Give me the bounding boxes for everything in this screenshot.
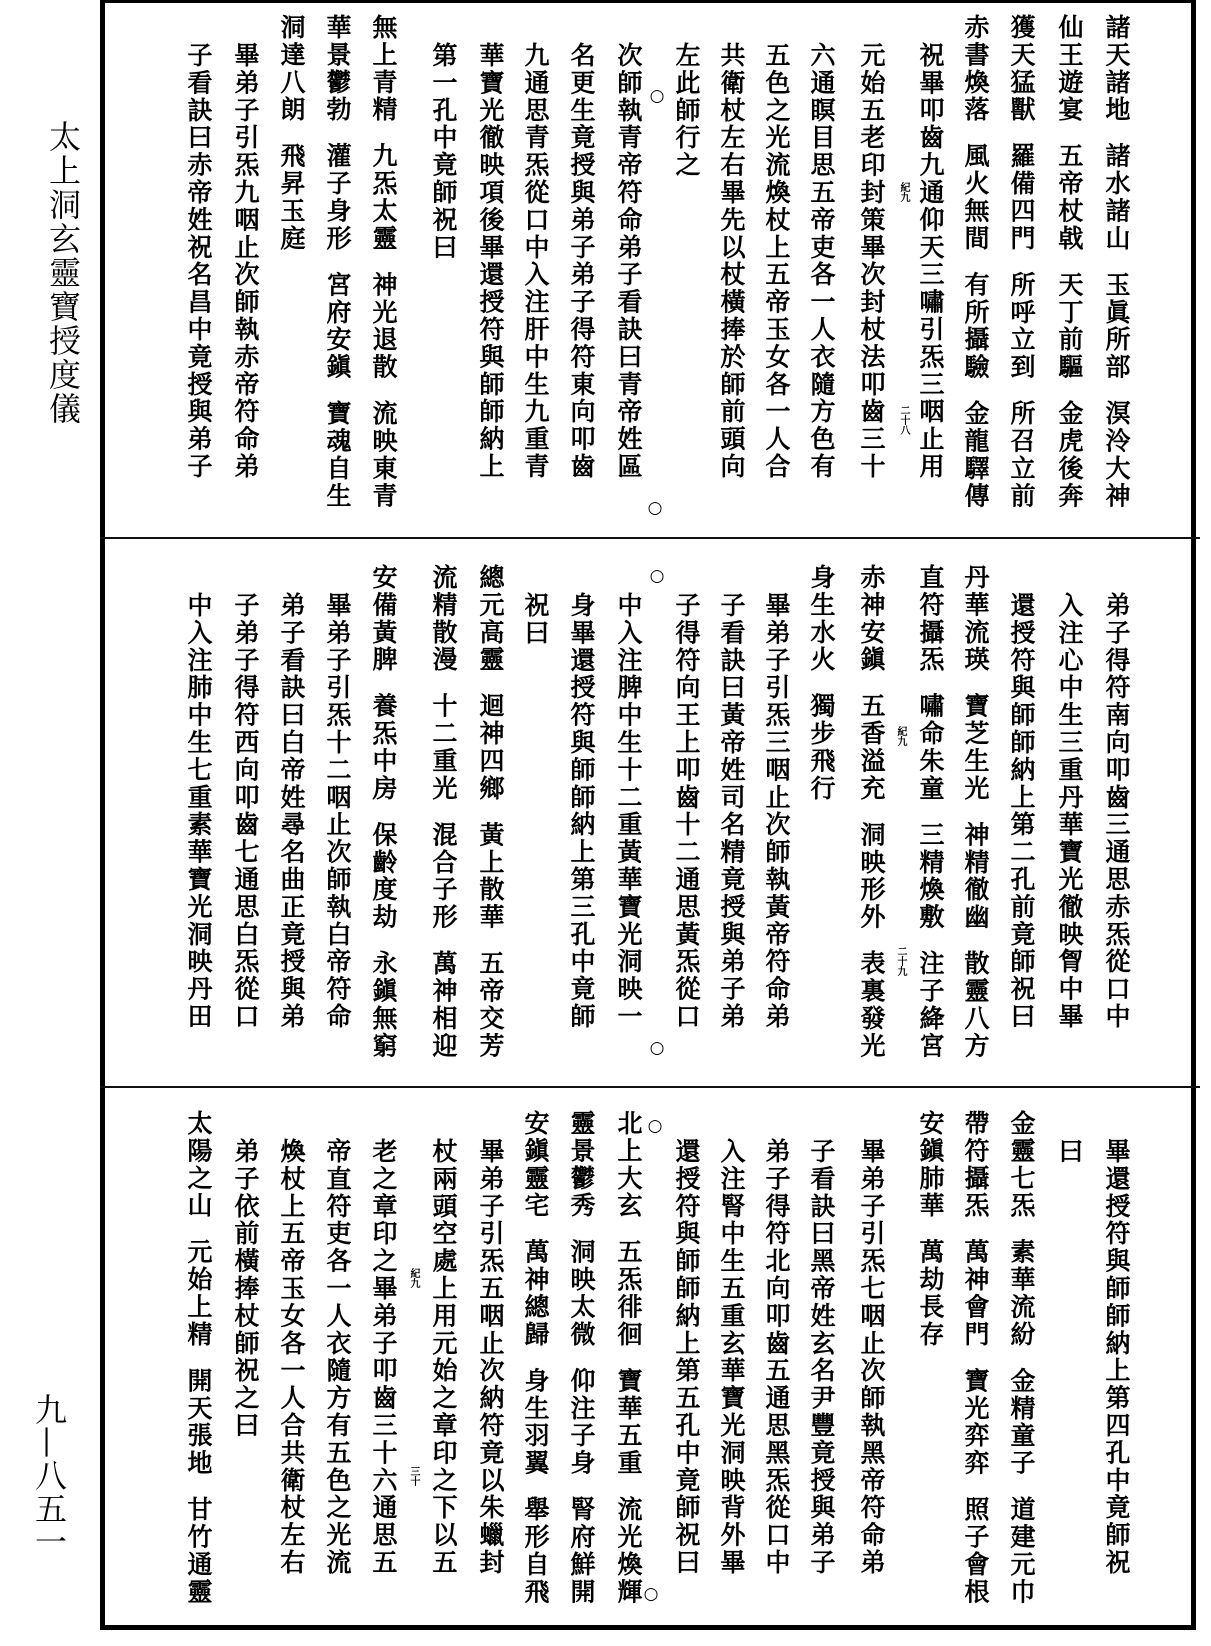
circle-marker-icon: ○ [649,1038,665,1058]
bottom-register-column: 弟子得符北向叩齒五通思黑炁從口中 [762,1138,791,1577]
folio-annotation: 紀九 [895,726,906,746]
register-divider-lower [100,1086,1200,1088]
bottom-register-column: 還授符與師師納上第五孔中竟師祝曰 [672,1138,701,1577]
middle-register-column: 入注心中生三重丹華寶光徹映胷中畢 [1055,592,1084,1031]
top-register-column: 無上青精 九炁太靈 神光退散 流映東青 [369,14,398,510]
top-register-column: 華景鬱勃 灌子身形 宮府安鎭 寶魂自生 [323,14,352,510]
middle-register-column: 弟子看訣曰白帝姓尋名曲正竟授與弟 [277,592,306,1031]
bottom-register-column: 帶符攝炁 萬神會門 寶光弈弈 照子會根 [961,1110,990,1606]
middle-register-column: 中入注脾中生十二重黃華寶光洞映一 [614,592,643,1031]
middle-register-column: 畢弟子引炁十二咽止次師執白帝符命 [323,592,352,1031]
folio-annotation: 紀九 [898,182,909,202]
middle-register-column: 丹華流瑛 寶芝生光 神精徹幽 散靈八方 [961,564,990,1060]
top-register-column: 子看訣曰赤帝姓祝名昌中竟授與弟子 [184,42,213,481]
middle-register-column: 子弟子得符西向叩齒七通思白炁從口 [231,592,260,1031]
top-register-column: 九通思青炁從口中入注肝中生九重青 [521,42,550,481]
top-register-column: 獲天猛獸 羅備四門 所呼立到 所召立前 [1007,14,1036,510]
top-register-column: 祝畢叩齒九通仰天三嘯引炁三咽止用 [916,42,945,481]
folio-annotation: 二十九 [895,946,906,976]
top-register-column: 五色之光流煥杖上五帝玉女各一人合 [762,42,791,481]
middle-register-column: 弟子得符南向叩齒三通思赤炁從口中 [1102,592,1131,1031]
top-register-column: 共衛杖左右畢先以杖橫捧於師前頭向 [717,42,746,481]
top-register-column: 諸天諸地 諸水諸山 玉眞所部 溟泠大神 [1102,14,1131,510]
circle-marker-icon: ○ [649,566,665,586]
page-number: 九—八五一 [30,1393,68,1558]
bottom-register-column: 老之章印之畢弟子叩齒三十六通思五 [369,1138,398,1577]
bottom-register-column: 帝直符吏各一人衣隨方有五色之光流 [323,1138,352,1577]
circle-marker-icon: ○ [647,1116,663,1136]
middle-register-column: 還授符與師師納上第二孔前竟師祝曰 [1007,592,1036,1031]
bottom-register-column: 入注腎中生五重玄華寶光洞映背外畢 [717,1138,746,1577]
top-register-column: 元始五老印封策畢次封杖法叩齒三十 [857,42,886,481]
middle-register-column: 流精散漫 十二重光 混合子形 萬神相迎 [429,564,458,1060]
folio-annotation: 三十 [408,1466,419,1486]
bottom-register-column: 弟子依前橫捧杖師祝之曰 [231,1138,260,1440]
folio-annotation: 二十八 [898,405,909,435]
top-register-column: 華寶光徹映項後畢還授符與師師納上 [476,42,505,481]
bottom-register-column: 曰 [1055,1138,1084,1166]
bottom-register-column: 畢弟子引炁五咽止次納符竟以朱蠟封 [476,1138,505,1577]
bottom-register-column: 杖兩頭空處上用元始之章印之下以五 [429,1138,458,1577]
middle-register-column: 中入注肺中生七重素華寶光洞映丹田 [184,592,213,1031]
middle-register-column: 子看訣曰黃帝姓司名精竟授與弟子弟 [717,592,746,1031]
top-register-column: 六通瞑目思五帝吏各一人衣隨方色有 [807,42,836,481]
middle-register-column: 子得符向王上叩齒十二通思黃炁從口 [672,592,701,1031]
bottom-register-column: 畢弟子引炁七咽止次師執黑帝符命弟 [857,1138,886,1577]
top-register-column: 仙王遊宴 五帝杖㦸 天丁前驅 金虎後奔 [1055,14,1084,510]
middle-register-column: 直符攝炁 嘯命朱童 三精煥敷 注子絳宮 [916,564,945,1060]
top-register-column: 赤書煥落 風火無間 有所攝驗 金龍驛傳 [961,14,990,510]
circle-marker-icon: ○ [649,86,665,106]
top-register-column: 畢弟子引炁九咽止次師執赤帝符命弟 [231,42,260,481]
top-register-column: 第一孔中竟師祝曰 [429,42,458,262]
circle-marker-icon: ○ [647,498,663,518]
bottom-register-column: 煥杖上五帝玉女各一人合共衛杖左右 [277,1138,306,1577]
top-register-column: 洞達八朗 飛昇玉庭 [277,14,306,253]
bottom-register-column: 北上大玄 五炁徘徊 寶華五重 流光煥輝 [614,1110,643,1606]
middle-register-column: 總元高靈 迴神四鄉 黃上散華 五帝交芳 [476,564,505,1060]
top-register-column: 左此師行之 [672,42,701,179]
middle-register-column: 身畢還授符與師師納上第三孔中竟師 [567,592,596,1031]
bottom-register-column: 安鎭肺華 萬劫長存 [916,1110,945,1349]
middle-register-column: 身生水火 獨步飛行 [807,564,836,803]
bottom-register-column: 安鎭靈宅 萬神總歸 身生羽翼 舉形自飛 [521,1110,550,1606]
middle-register-column: 赤神安鎭 五香溢充 洞映形外 表裏發光 [857,564,886,1060]
bottom-register-column: 太陽之山 元始上精 開天張地 甘竹通靈 [184,1110,213,1606]
bottom-register-column: 靈景鬱秀 洞映太微 仰注子身 腎府鮮開 [567,1110,596,1606]
circle-marker-icon: ○ [643,1584,659,1604]
bottom-register-column: 子看訣曰黑帝姓玄名尹豐竟授與弟子 [807,1138,836,1577]
middle-register-column: 祝曰 [521,592,550,647]
register-divider-upper [100,537,1200,539]
bottom-register-column: 金靈七炁 素華流紛 金精童子 道建元巾 [1007,1110,1036,1606]
middle-register-column: 安備黃脾 養炁中房 保齡度劫 永鎭無窮 [369,564,398,1060]
folio-annotation: 紀九 [408,1268,419,1288]
bottom-register-column: 畢還授符與師師納上第四孔中竟師祝 [1102,1138,1131,1577]
top-register-column: 名更生竟授與弟子弟子得符東向叩齒 [567,42,596,481]
top-register-column: 次師執青帝符命弟子看訣曰青帝姓區 [614,42,643,481]
margin-title: 太上洞玄靈寶授度儀 [44,120,82,426]
middle-register-column: 畢弟子引炁三咽止次師執黃帝符命弟 [762,592,791,1031]
